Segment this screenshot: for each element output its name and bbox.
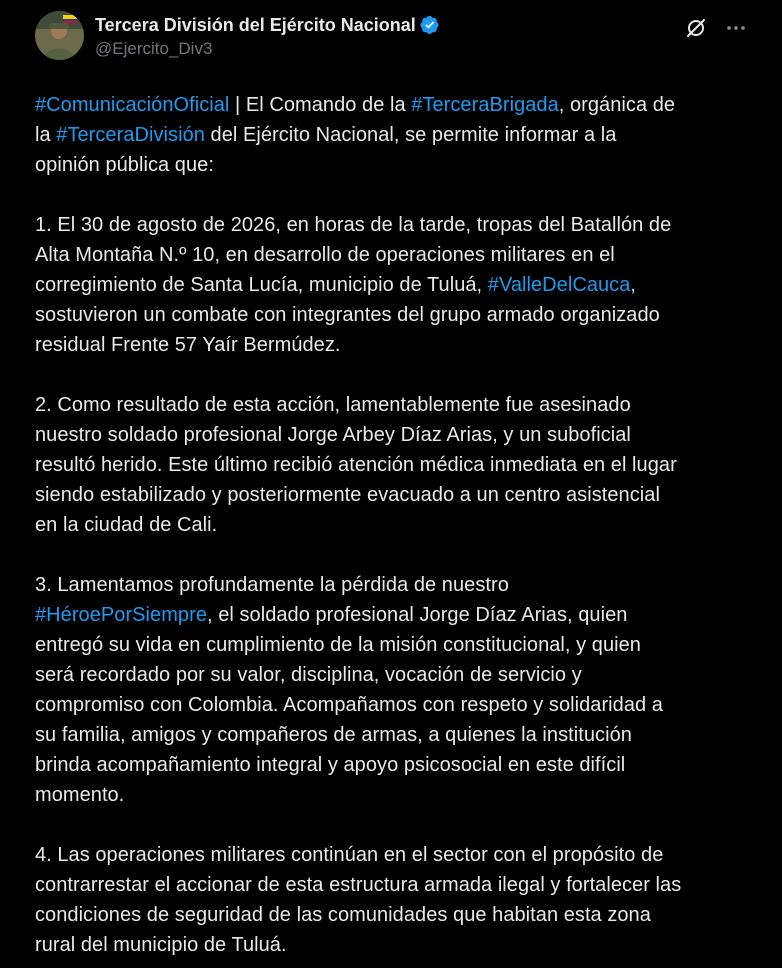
text-line: momento.	[35, 784, 125, 806]
text-line: contrarrestar el accionar de esta estructura armada ilegal y fortalecer las	[35, 874, 682, 896]
text-line: rural del municipio de Tuluá.	[35, 934, 287, 956]
text-segment: ,	[630, 274, 637, 296]
text-line	[35, 600, 755, 630]
hashtag-link[interactable]: #HéroePorSiempre	[35, 604, 207, 626]
text-line: resultó herido. Este último recibió atención médica inmediata en el lugar	[35, 454, 677, 476]
text-line: siendo estabilizado y posteriormente evacuado a un centro asistencial	[35, 484, 660, 506]
text-line	[35, 120, 755, 150]
hashtag-link[interactable]: #TerceraDivisión	[56, 124, 205, 146]
post-header	[35, 10, 766, 72]
text-line: 1. El 30 de agosto de 2026, en horas de la tarde, tropas del Batallón de	[35, 214, 672, 236]
author-names	[95, 10, 440, 60]
text-line: condiciones de seguridad de las comunidades que habitan esta zona	[35, 904, 651, 926]
hashtag-link[interactable]: #ValleDelCauca	[487, 274, 631, 296]
text-line: compromiso con Colombia. Acompañamos con respeto y solidaridad a	[35, 694, 663, 716]
text-line: Alta Montaña N.º 10, en desarrollo de operaciones militares en el	[35, 244, 615, 266]
hashtag-link[interactable]: #TerceraBrigada	[411, 94, 559, 116]
grok-slash-circle-icon[interactable]	[682, 14, 710, 42]
text-segment: | El Comando de la	[229, 94, 412, 116]
text-line: opinión pública que:	[35, 154, 214, 176]
text-segment: , el soldado profesional Jorge Díaz Arias, quien	[207, 604, 628, 626]
post-actions	[682, 10, 766, 42]
text-line: en la ciudad de Cali.	[35, 514, 218, 536]
text-line: residual Frente 57 Yaír Bermúdez.	[35, 334, 341, 356]
name-row	[95, 14, 440, 36]
author-display-name[interactable]: Tercera División del Ejército Nacional	[95, 15, 416, 35]
hashtag-link[interactable]: #ComunicaciónOficial	[35, 94, 230, 116]
paragraph-3	[35, 570, 755, 810]
text-line	[35, 90, 755, 120]
text-line: 3. Lamentamos profundamente la pérdida de nuestro	[35, 574, 509, 596]
text-segment: , orgánica de	[558, 94, 676, 116]
paragraph-4	[35, 840, 755, 960]
author-avatar[interactable]	[35, 11, 84, 60]
text-segment: corregimiento de Santa Lucía, municipio de Tuluá,	[35, 274, 488, 296]
text-line: 4. Las operaciones militares continúan en el sector con el propósito de	[35, 844, 664, 866]
paragraph-intro	[35, 90, 755, 180]
text-line: será recordado por su valor, disciplina, vocación de servicio y	[35, 664, 582, 686]
more-dots-icon[interactable]	[722, 14, 750, 42]
text-segment: la	[35, 124, 57, 146]
text-line: sostuvieron un combate con integrantes del grupo armado organizado	[35, 304, 660, 326]
text-line: brinda acompañamiento integral y apoyo psicosocial en este difícil	[35, 754, 626, 776]
paragraph-2	[35, 390, 755, 540]
text-line: nuestro soldado profesional Jorge Arbey Díaz Arias, y un suboficial	[35, 424, 631, 446]
text-line: 2. Como resultado de esta acción, lamentablemente fue asesinado	[35, 394, 631, 416]
text-segment: del Ejército Nacional, se permite informar a la	[204, 124, 617, 146]
verified-badge-icon	[420, 15, 440, 35]
army-avatar-image	[35, 11, 84, 60]
text-line	[35, 270, 755, 300]
author-handle[interactable]: @Ejercito_Div3	[95, 39, 213, 58]
paragraph-1	[35, 210, 755, 360]
text-line: su familia, amigos y compañeros de armas, a quienes la institución	[35, 724, 632, 746]
post-text	[35, 90, 755, 960]
text-line: entregó su vida en cumplimiento de la misión constitucional, y quien	[35, 634, 641, 656]
